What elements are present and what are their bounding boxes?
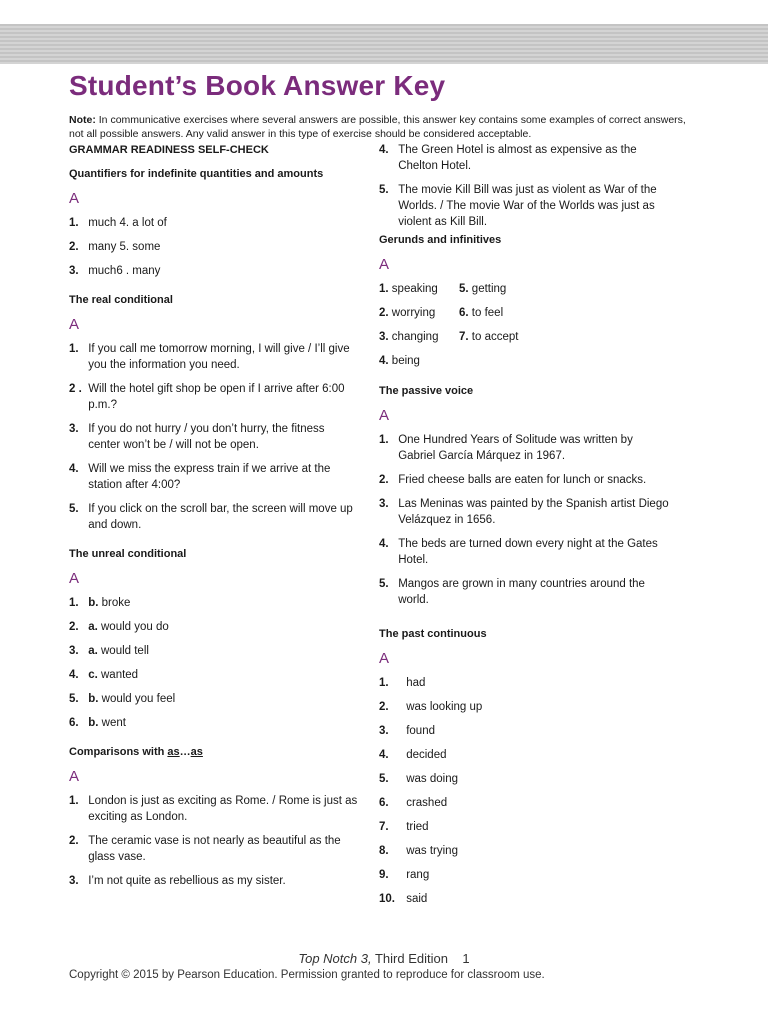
list-item: 10. said: [379, 893, 428, 905]
section-heading-self-check: GRAMMAR READINESS SELF-CHECK: [69, 144, 269, 156]
left-column: [69, 142, 359, 889]
list-item: 2 . Will the hotel gift shop be open if I arrive after 6:00 p.m.?: [69, 383, 345, 411]
list-item: 3. found: [379, 725, 435, 737]
list-item: 2. The ceramic vase is not nearly as beautiful as the glass vase.: [69, 835, 341, 863]
list-item: 3. much6 . many: [69, 265, 161, 277]
list-item: 5. Mangos are grown in many countries around the world.: [379, 578, 645, 606]
list-item: 7. tried: [379, 821, 429, 833]
heading-passive: The passive voice: [379, 385, 474, 397]
exercise-letter: A: [379, 650, 390, 667]
page-number: 1: [462, 951, 470, 966]
passive-list: [379, 432, 669, 608]
comparisons-continued-list: [379, 142, 669, 230]
heading-gerunds: Gerunds and infinitives: [379, 234, 502, 246]
list-item: 1. much 4. a lot of: [69, 217, 167, 229]
copyright-line: Copyright © 2015 by Pearson Education. Permission granted to reproduce for classroom use.: [69, 969, 545, 981]
list-item: 9. rang: [379, 869, 430, 881]
list-item: 3. I’m not quite as rebellious as my sister.: [69, 875, 286, 887]
gerunds-list: [379, 281, 669, 369]
list-item: 3. Las Meninas was painted by the Spanish artist Diego Velázquez in 1656.: [379, 498, 669, 526]
list-item: 3. changing 7. to accept: [379, 331, 519, 343]
list-item: 4. The Green Hotel is almost as expensive as the Chelton Hotel.: [379, 144, 637, 172]
heading-comparisons: Comparisons with as…as: [69, 746, 203, 758]
heading-real-conditional: The real conditional: [69, 294, 173, 306]
exercise-letter: A: [379, 407, 390, 424]
list-item: 1. One Hundred Years of Solitude was written by Gabriel García Márquez in 1967.: [379, 434, 633, 462]
heading-quantifiers: Quantifiers for indefinite quantities and amounts: [69, 168, 324, 180]
list-item: 5. was doing: [379, 773, 458, 785]
list-item: 8. was trying: [379, 845, 458, 857]
page-title: Student’s Book Answer Key: [69, 70, 446, 101]
footer-edition: Third Edition: [374, 951, 448, 966]
real-conditional-list: [69, 341, 359, 533]
list-item: 3. a. would tell: [69, 645, 149, 657]
list-item: 2. was looking up: [379, 701, 483, 713]
quantifiers-list: [69, 215, 359, 279]
list-item: 4. The beds are turned down every night at the Gates Hotel.: [379, 538, 658, 566]
list-item: 1. b. broke: [69, 597, 131, 609]
note-label: Note:: [69, 114, 96, 126]
header-band: [0, 24, 768, 64]
list-item: 4. c. wanted: [69, 669, 139, 681]
unreal-conditional-list: [69, 595, 359, 731]
exercise-letter: A: [69, 316, 80, 333]
heading-past-continuous: The past continuous: [379, 628, 487, 640]
heading-unreal-conditional: The unreal conditional: [69, 548, 187, 560]
right-column: [379, 142, 669, 907]
exercise-letter: A: [69, 570, 80, 587]
list-item: 3. If you do not hurry / you don’t hurry, the fitness center won’t be / will not be open.: [69, 423, 325, 451]
note-paragraph: [69, 113, 689, 141]
past-continuous-list: [379, 675, 669, 907]
list-item: 1. had: [379, 677, 426, 689]
list-item: 1. speaking 5. getting: [379, 283, 507, 295]
exercise-letter: A: [69, 768, 80, 785]
list-item: 1. If you call me tomorrow morning, I will give / I’ll give you the information you need.: [69, 343, 350, 371]
list-item: 2. Fried cheese balls are eaten for lunch or snacks.: [379, 474, 647, 486]
list-item: 2. worrying 6. to feel: [379, 307, 504, 319]
list-item: 5. The movie Kill Bill was just as violent as War of the Worlds. / The movie War of the Worlds was just as violent as Kill Bill.: [379, 184, 657, 228]
list-item: 1. London is just as exciting as Rome. / Rome is just as exciting as London.: [69, 795, 358, 823]
exercise-letter: A: [69, 190, 80, 207]
note-text: In communicative exercises where several answers are possible, this answer key contains some examples of correct answers, not all possible answers. Any valid answer in this type of exercise should be considered acceptable.: [69, 114, 686, 140]
list-item: 2. many 5. some: [69, 241, 161, 253]
footer-book-title: Top Notch 3,: [298, 951, 372, 966]
exercise-letter: A: [379, 256, 390, 273]
list-item: 4. being: [379, 355, 420, 367]
list-item: 4. Will we miss the express train if we arrive at the station after 4:00?: [69, 463, 331, 491]
comparisons-list: [69, 793, 359, 889]
list-item: 6. b. went: [69, 717, 126, 729]
list-item: 6. crashed: [379, 797, 448, 809]
list-item: 5. b. would you feel: [69, 693, 176, 705]
list-item: 5. If you click on the scroll bar, the screen will move up and down.: [69, 503, 353, 531]
list-item: 4. decided: [379, 749, 447, 761]
footer-book-line: [0, 951, 768, 966]
list-item: 2. a. would you do: [69, 621, 169, 633]
